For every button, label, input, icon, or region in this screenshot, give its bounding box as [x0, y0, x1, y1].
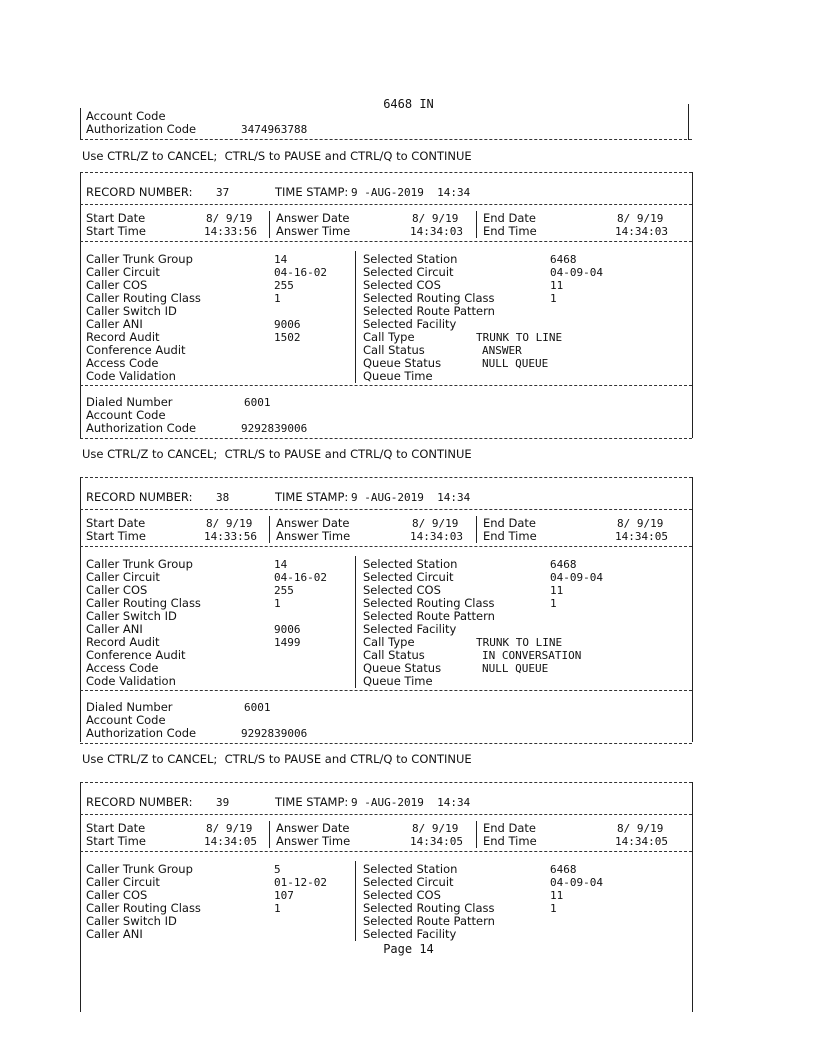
column-separator	[355, 861, 356, 941]
selected-station-label: Selected Station	[363, 252, 458, 266]
dialed-number-value: 6001	[244, 396, 271, 409]
queue-status-label: Queue Status	[363, 661, 442, 675]
divider	[80, 851, 692, 852]
record-number-label: RECORD NUMBER:	[86, 490, 193, 504]
selected-facility-label: Selected Facility	[363, 317, 457, 331]
call-type-label: Call Type	[363, 635, 415, 649]
authorization-code-value: 3474963788	[241, 123, 308, 136]
caller-routing-class-label: Caller Routing Class	[86, 291, 201, 305]
answer-time-label: Answer Time	[276, 834, 351, 848]
start-date-value: 8/ 9/19	[206, 822, 253, 835]
selected-circuit-label: Selected Circuit	[363, 875, 454, 889]
start-date-label: Start Date	[86, 211, 146, 225]
column-separator	[269, 516, 270, 543]
dialed-number-label: Dialed Number	[86, 395, 173, 409]
caller-ani-label: Caller ANI	[86, 622, 143, 636]
end-date-value: 8/ 9/19	[617, 212, 664, 225]
selected-circuit-value: 04-09-04	[550, 571, 603, 584]
answer-date-value: 8/ 9/19	[412, 212, 459, 225]
caller-routing-class-label: Caller Routing Class	[86, 901, 201, 915]
start-time-label: Start Time	[86, 529, 146, 543]
call-type-value: TRUNK TO LINE	[476, 636, 563, 649]
end-date-label: End Date	[483, 821, 536, 835]
caller-circuit-value: 01-12-02	[274, 876, 327, 889]
divider	[80, 782, 692, 783]
selected-facility-label: Selected Facility	[363, 927, 457, 941]
caller-trunk-group-value: 14	[274, 253, 288, 266]
answer-time-label: Answer Time	[276, 224, 351, 238]
page-header: 6468 IN	[383, 97, 434, 111]
call-status-label: Call Status	[363, 648, 425, 662]
selected-routing-class-value: 1	[550, 597, 557, 610]
caller-ani-label: Caller ANI	[86, 927, 143, 941]
code-validation-label: Code Validation	[86, 369, 176, 383]
column-separator	[355, 251, 356, 383]
record-audit-value: 1499	[274, 636, 301, 649]
divider	[80, 477, 692, 478]
time-stamp-label: TIME STAMP:	[275, 490, 349, 504]
caller-trunk-group-value: 14	[274, 558, 288, 571]
divider	[80, 385, 692, 386]
start-time-label: Start Time	[86, 224, 146, 238]
start-date-value: 8/ 9/19	[206, 517, 253, 530]
divider	[80, 814, 692, 815]
record-left-border	[80, 782, 81, 1012]
answer-date-value: 8/ 9/19	[412, 822, 459, 835]
selected-cos-label: Selected COS	[363, 888, 441, 902]
selected-route-pattern-label: Selected Route Pattern	[363, 609, 495, 623]
end-date-label: End Date	[483, 516, 536, 530]
authorization-code-label: Authorization Code	[86, 421, 197, 435]
record-right-border	[692, 172, 693, 438]
ctrl-notice: Use CTRL/Z to CANCEL; CTRL/S to PAUSE and CTRL/Q to CONTINUE	[82, 149, 472, 163]
start-time-label: Start Time	[86, 834, 146, 848]
top-block-left-border	[80, 108, 81, 140]
selected-cos-value: 11	[550, 279, 564, 292]
caller-ani-value: 9006	[274, 623, 301, 636]
end-date-value: 8/ 9/19	[617, 517, 664, 530]
divider	[80, 690, 692, 691]
time-stamp-value: 9 -AUG-2019 14:34	[351, 186, 471, 199]
caller-circuit-value: 04-16-02	[274, 266, 327, 279]
ctrl-notice: Use CTRL/Z to CANCEL; CTRL/S to PAUSE and CTRL/Q to CONTINUE	[82, 752, 472, 766]
dialed-number-value: 6001	[244, 701, 271, 714]
selected-cos-value: 11	[550, 889, 564, 902]
caller-routing-class-value: 1	[274, 292, 281, 305]
selected-routing-class-label: Selected Routing Class	[363, 901, 495, 915]
selected-circuit-value: 04-09-04	[550, 266, 603, 279]
caller-routing-class-value: 1	[274, 902, 281, 915]
ctrl-notice: Use CTRL/Z to CANCEL; CTRL/S to PAUSE and CTRL/Q to CONTINUE	[82, 447, 472, 461]
selected-station-value: 6468	[550, 253, 577, 266]
answer-date-label: Answer Date	[276, 821, 350, 835]
end-time-value: 14:34:03	[615, 225, 668, 238]
start-time-value: 14:33:56	[204, 225, 257, 238]
end-time-label: End Time	[483, 834, 537, 848]
code-validation-label: Code Validation	[86, 674, 176, 688]
end-time-label: End Time	[483, 224, 537, 238]
account-code-label: Account Code	[86, 713, 166, 727]
caller-trunk-group-label: Caller Trunk Group	[86, 252, 193, 266]
caller-cos-value: 107	[274, 889, 294, 902]
caller-cos-label: Caller COS	[86, 888, 148, 902]
time-stamp-value: 9 -AUG-2019 14:34	[351, 796, 471, 809]
divider	[80, 241, 692, 242]
start-time-value: 14:33:56	[204, 530, 257, 543]
top-block-right-border	[688, 104, 689, 140]
record-number-value: 38	[216, 491, 230, 504]
divider	[80, 743, 692, 744]
record-left-border	[80, 172, 81, 438]
call-type-label: Call Type	[363, 330, 415, 344]
record-audit-value: 1502	[274, 331, 301, 344]
start-date-value: 8/ 9/19	[206, 212, 253, 225]
conference-audit-label: Conference Audit	[86, 648, 186, 662]
selected-routing-class-label: Selected Routing Class	[363, 596, 495, 610]
queue-status-value: NULL QUEUE	[482, 357, 549, 370]
column-separator	[355, 556, 356, 688]
caller-switch-id-label: Caller Switch ID	[86, 914, 177, 928]
answer-time-value: 14:34:03	[410, 225, 463, 238]
column-separator	[269, 821, 270, 848]
caller-cos-label: Caller COS	[86, 278, 148, 292]
answer-date-value: 8/ 9/19	[412, 517, 459, 530]
end-time-label: End Time	[483, 529, 537, 543]
record-number-label: RECORD NUMBER:	[86, 185, 193, 199]
caller-cos-label: Caller COS	[86, 583, 148, 597]
divider	[80, 509, 692, 510]
account-code-label: Account Code	[86, 408, 166, 422]
divider	[80, 204, 692, 205]
answer-date-label: Answer Date	[276, 516, 350, 530]
record-number-value: 37	[216, 186, 230, 199]
call-status-value: ANSWER	[482, 344, 522, 357]
divider	[80, 139, 692, 140]
authorization-code-label: Authorization Code	[86, 122, 197, 136]
selected-facility-label: Selected Facility	[363, 622, 457, 636]
answer-time-value: 14:34:03	[410, 530, 463, 543]
column-separator	[269, 211, 270, 238]
divider	[80, 438, 692, 439]
caller-circuit-label: Caller Circuit	[86, 265, 160, 279]
caller-cos-value: 255	[274, 584, 294, 597]
queue-time-label: Queue Time	[363, 674, 433, 688]
queue-status-label: Queue Status	[363, 356, 442, 370]
record-audit-label: Record Audit	[86, 330, 160, 344]
selected-station-value: 6468	[550, 558, 577, 571]
start-time-value: 14:34:05	[204, 835, 257, 848]
conference-audit-label: Conference Audit	[86, 343, 186, 357]
divider	[80, 546, 692, 547]
authorization-code-value: 9292839006	[241, 727, 308, 740]
selected-circuit-label: Selected Circuit	[363, 570, 454, 584]
dialed-number-label: Dialed Number	[86, 700, 173, 714]
call-status-label: Call Status	[363, 343, 425, 357]
caller-circuit-value: 04-16-02	[274, 571, 327, 584]
record-number-label: RECORD NUMBER:	[86, 795, 193, 809]
page-footer: Page 14	[383, 942, 434, 956]
divider	[80, 172, 692, 173]
selected-routing-class-value: 1	[550, 902, 557, 915]
queue-time-label: Queue Time	[363, 369, 433, 383]
record-left-border	[80, 477, 81, 742]
access-code-label: Access Code	[86, 661, 159, 675]
selected-station-label: Selected Station	[363, 862, 458, 876]
authorization-code-value: 9292839006	[241, 422, 308, 435]
selected-circuit-label: Selected Circuit	[363, 265, 454, 279]
caller-switch-id-label: Caller Switch ID	[86, 609, 177, 623]
start-date-label: Start Date	[86, 821, 146, 835]
time-stamp-value: 9 -AUG-2019 14:34	[351, 491, 471, 504]
selected-routing-class-value: 1	[550, 292, 557, 305]
answer-time-label: Answer Time	[276, 529, 351, 543]
column-separator	[476, 516, 477, 543]
selected-station-label: Selected Station	[363, 557, 458, 571]
caller-ani-value: 9006	[274, 318, 301, 331]
queue-status-value: NULL QUEUE	[482, 662, 549, 675]
start-date-label: Start Date	[86, 516, 146, 530]
caller-ani-label: Caller ANI	[86, 317, 143, 331]
end-time-value: 14:34:05	[615, 835, 668, 848]
caller-circuit-label: Caller Circuit	[86, 875, 160, 889]
account-code-label: Account Code	[86, 109, 166, 123]
call-type-value: TRUNK TO LINE	[476, 331, 563, 344]
access-code-label: Access Code	[86, 356, 159, 370]
record-right-border	[692, 477, 693, 742]
selected-station-value: 6468	[550, 863, 577, 876]
caller-trunk-group-label: Caller Trunk Group	[86, 557, 193, 571]
end-time-value: 14:34:05	[615, 530, 668, 543]
selected-cos-value: 11	[550, 584, 564, 597]
answer-date-label: Answer Date	[276, 211, 350, 225]
column-separator	[476, 211, 477, 238]
end-date-value: 8/ 9/19	[617, 822, 664, 835]
record-number-value: 39	[216, 796, 230, 809]
caller-circuit-label: Caller Circuit	[86, 570, 160, 584]
end-date-label: End Date	[483, 211, 536, 225]
column-separator	[476, 821, 477, 848]
call-status-value: IN CONVERSATION	[482, 649, 582, 662]
caller-switch-id-label: Caller Switch ID	[86, 304, 177, 318]
caller-trunk-group-value: 5	[274, 863, 281, 876]
selected-routing-class-label: Selected Routing Class	[363, 291, 495, 305]
caller-trunk-group-label: Caller Trunk Group	[86, 862, 193, 876]
answer-time-value: 14:34:05	[410, 835, 463, 848]
selected-cos-label: Selected COS	[363, 583, 441, 597]
selected-route-pattern-label: Selected Route Pattern	[363, 914, 495, 928]
selected-circuit-value: 04-09-04	[550, 876, 603, 889]
caller-cos-value: 255	[274, 279, 294, 292]
record-audit-label: Record Audit	[86, 635, 160, 649]
record-right-border	[692, 782, 693, 1012]
selected-route-pattern-label: Selected Route Pattern	[363, 304, 495, 318]
time-stamp-label: TIME STAMP:	[275, 185, 349, 199]
authorization-code-label: Authorization Code	[86, 726, 197, 740]
caller-routing-class-label: Caller Routing Class	[86, 596, 201, 610]
selected-cos-label: Selected COS	[363, 278, 441, 292]
caller-routing-class-value: 1	[274, 597, 281, 610]
time-stamp-label: TIME STAMP:	[275, 795, 349, 809]
